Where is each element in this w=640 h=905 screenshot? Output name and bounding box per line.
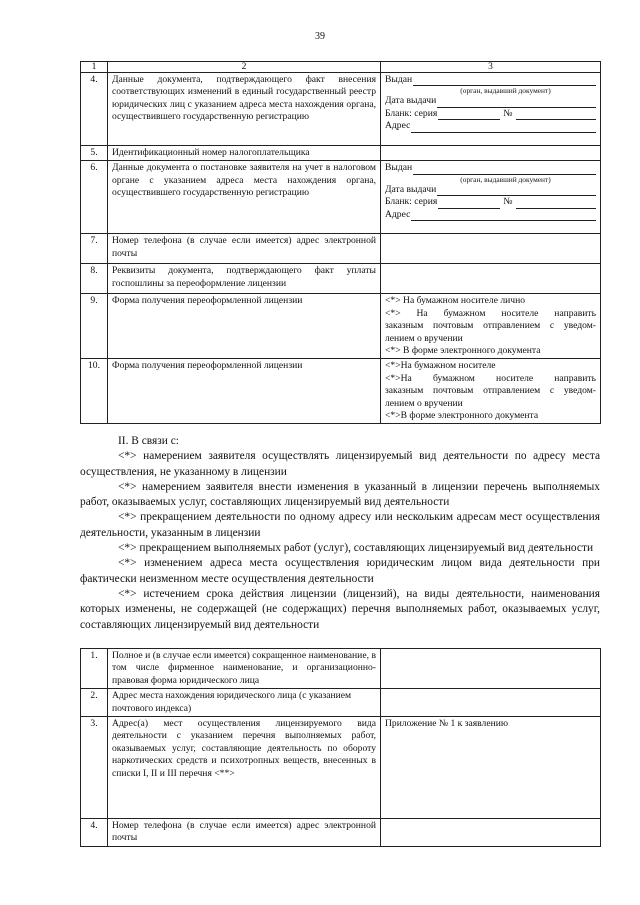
row-number: 4. <box>81 73 108 146</box>
row-number: 9. <box>81 294 108 359</box>
issue-date-label: Дата выдачи <box>385 95 437 107</box>
issued-caption: (орган, выдавший документ) <box>460 86 551 96</box>
issued-caption: (орган, выдавший документ) <box>460 174 551 184</box>
issued-label: Выдан <box>385 162 413 174</box>
license-form-options <box>381 294 601 359</box>
option-electronic[interactable]: <*>В форме электронного документа <box>385 410 539 422</box>
table-row <box>81 234 601 264</box>
form-series-field[interactable] <box>438 109 500 120</box>
row-number: 4. <box>81 819 108 847</box>
row-description: Форма получения переоформленной лицензии <box>108 294 381 359</box>
row-description: Номер телефона (в случае если имеется) адрес электронной почты <box>108 819 381 847</box>
row-number: 5. <box>81 146 108 161</box>
column-header-1: 1 <box>81 62 108 73</box>
address-field[interactable] <box>411 122 596 133</box>
reason-item[interactable]: <*> прекращением деятельности по одному адресу или нескольким адресам мест осуществления деятельности, указанным в лицензии <box>80 511 600 539</box>
row-number: 8. <box>81 264 108 294</box>
table-row <box>81 649 601 689</box>
reason-item[interactable]: <*> истечением срока действия лицензии (лицензий), на виды деятельности, наименования которых изменены, не содержащей (не содержащих) перечня выполняемых работ, оказываемых услуг, составляющих лицензируемый вид деятельности <box>80 587 600 631</box>
option-electronic[interactable]: <*> В форме электронного документа <box>385 345 541 357</box>
form-number-label: № <box>503 196 513 208</box>
table-row <box>81 294 601 359</box>
table-row <box>81 264 601 294</box>
address-label: Адрес <box>385 208 411 220</box>
table-row <box>81 73 601 146</box>
row-description: Реквизиты документа, подтверждающего факт уплаты госпошлины за переоформление лицензии <box>108 264 381 294</box>
applicant-data-table <box>80 61 601 424</box>
option-text: заказным почтовым отправлением с уведом- <box>385 385 596 397</box>
option-text: лением о вручении <box>385 332 463 344</box>
document-details <box>381 161 601 234</box>
address-label: Адрес <box>385 120 411 132</box>
table-row <box>81 717 601 819</box>
row-description: Полное и (в случае если имеется) сокращенное наименование, в том числе фирменное наименование, и организационно-правовая форма юридического лица <box>108 649 381 689</box>
license-form-options <box>381 359 601 424</box>
row-value[interactable] <box>381 649 601 689</box>
option-paper[interactable]: <*>На бумажном носителе <box>385 360 496 372</box>
contact-value-cell[interactable] <box>381 234 601 264</box>
form-number-field[interactable] <box>516 109 596 120</box>
form-series-label: Бланк: серия <box>385 107 438 119</box>
column-header-2: 2 <box>108 62 381 73</box>
row-value[interactable]: Приложение № 1 к заявлению <box>381 717 601 819</box>
reason-item[interactable]: <*> изменением адреса места осуществления юридическим лицом вида деятельности при фактически неизменном месте осуществления деятельности <box>80 557 600 585</box>
issued-by-field[interactable] <box>413 164 596 175</box>
table-row <box>81 161 601 234</box>
page-number: 39 <box>315 31 325 42</box>
issued-by-field[interactable] <box>413 75 596 86</box>
reason-item[interactable]: <*> намерением заявителя осуществлять лицензируемый вид деятельности по адресу места осуществления, не указанному в лицензии <box>80 450 600 478</box>
row-description: Данные документа о постановке заявителя на учет в налоговом органе с указанием адреса места нахождения органа, осуществившего государственную регистрацию <box>108 161 381 234</box>
issued-label: Выдан <box>385 74 413 85</box>
row-number: 7. <box>81 234 108 264</box>
row-number: 3. <box>81 717 108 819</box>
row-description: Идентификационный номер налогоплательщика <box>108 146 381 161</box>
option-paper-in-person[interactable]: <*> На бумажном носителе лично <box>385 295 526 307</box>
table-row <box>81 819 601 847</box>
option-paper-by-mail[interactable]: <*> На бумажном носителе направить <box>385 307 596 319</box>
section-title: II. В связи с: <box>118 435 179 447</box>
form-number-field[interactable] <box>516 198 596 209</box>
column-header-row <box>81 62 601 73</box>
row-description: Форма получения переоформленной лицензии <box>108 359 381 424</box>
form-number-label: № <box>503 107 513 119</box>
reason-item[interactable]: <*> намерением заявителя внести изменения в указанный в лицензии перечень выполняемых работ, оказываемых услуг, составляющих лицензируемый вид деятельности <box>80 480 600 509</box>
payment-value-cell[interactable] <box>381 264 601 294</box>
document-details <box>381 73 601 146</box>
form-series-field[interactable] <box>438 198 500 209</box>
form-series-label: Бланк: серия <box>385 196 438 208</box>
row-description: Адрес места нахождения юридического лица (с указанием почтового индекса) <box>108 689 381 717</box>
issue-date-field[interactable] <box>437 97 596 108</box>
table-row <box>81 689 601 717</box>
address-field[interactable] <box>411 210 596 221</box>
option-text: лением о вручении <box>385 397 463 409</box>
row-number: 6. <box>81 161 108 234</box>
row-value[interactable] <box>381 819 601 847</box>
table-row <box>81 359 601 424</box>
row-number: 2. <box>81 689 108 717</box>
column-header-3: 3 <box>381 62 601 73</box>
row-description: Номер телефона (в случае если имеется) адрес электронной почты <box>108 234 381 264</box>
option-text: заказным почтовым отправлением с уведом- <box>385 320 596 332</box>
entity-data-table <box>80 648 601 847</box>
row-number: 10. <box>81 359 108 424</box>
issue-date-label: Дата выдачи <box>385 183 437 195</box>
row-description: Данные документа, подтверждающего факт внесения соответствующих изменений в единый государственный реестр юридических лиц с указанием адреса места нахождения органа, осуществившего государственную регистрацию <box>108 73 381 146</box>
table-row <box>81 146 601 161</box>
row-description: Адрес(а) мест осуществления лицензируемого вида деятельности с указанием перечня выполняемых работ, оказываемых услуг, составляющие деятельность по обороту наркотических средств и психотропных веществ, внесенных в списки I, II и III перечня <**> <box>108 717 381 819</box>
reason-section <box>80 434 600 633</box>
reason-item[interactable]: <*> прекращением выполняемых работ (услуг), составляющих лицензируемый вид деятельности <box>118 542 594 555</box>
inn-value-cell[interactable] <box>381 146 601 161</box>
row-value[interactable] <box>381 689 601 717</box>
issue-date-field[interactable] <box>437 185 596 196</box>
option-paper-by-mail[interactable]: <*>На бумажном носителе направить <box>385 372 596 384</box>
row-number: 1. <box>81 649 108 689</box>
